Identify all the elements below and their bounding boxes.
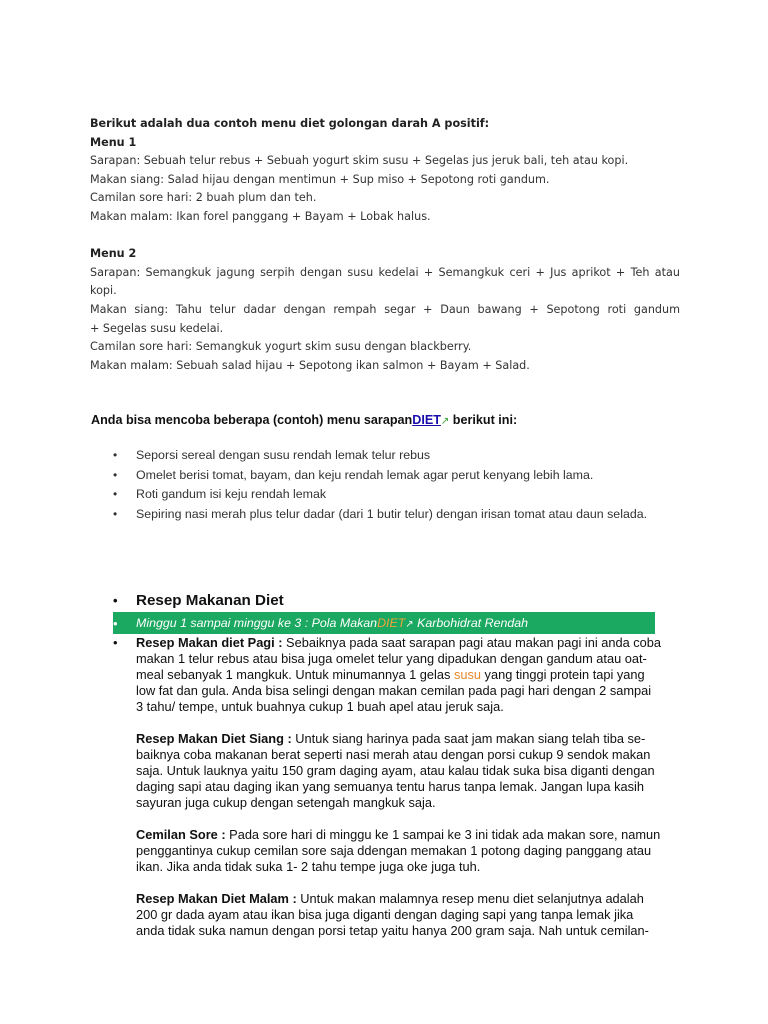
external-link-icon: ↗ — [440, 416, 450, 427]
menu1-line: Camilan sore hari: 2 buah plum dan teh. — [90, 191, 317, 205]
susu-link[interactable]: susu — [453, 667, 481, 682]
menu1-title: Menu 1 — [90, 135, 137, 149]
recipe-content — [113, 635, 683, 939]
bullet-icon: • — [113, 616, 118, 631]
breakfast-heading-text: Anda bisa mencoba beberapa (contoh) menu sarapan — [91, 413, 413, 427]
breakfast-heading — [91, 410, 691, 430]
menu2-title: Menu 2 — [90, 247, 137, 261]
menu2-sarapan-line1: Sarapan: Semangkuk jagung serpih dengan susu kedelai + Semangkuk ceri + Jus aprikot + Teh atau — [90, 265, 680, 279]
blood-type-menu-section — [90, 115, 680, 375]
green-banner-row — [113, 612, 683, 634]
list-item: • Omelet berisi tomat, bayam, dan keju rendah lemak agar perut kenyang lebih lama. — [113, 466, 713, 486]
bullet-icon: • — [113, 467, 118, 482]
intro-heading: Berikut adalah dua contoh menu diet golongan darah A positif: — [90, 117, 490, 130]
list-item: • Roti gandum isi keju rendah lemak — [113, 485, 713, 505]
dinner-recipe: Resep Makan Diet Malam : Untuk makan malamnya resep menu diet selanjutnya adalah 200 gr dada ayam atau ikan bisa juga diganti dengan daging sapi yang tanpa lemak jika anda tidak suka namun dengan porsi tetap yaitu hanya 200 gram saja. Nah untuk cemilan- — [136, 891, 649, 938]
external-link-icon: ↗ — [405, 619, 414, 630]
bullet-icon: • — [113, 487, 118, 502]
breakfast-recipe: Resep Makan diet Pagi : Sebaiknya pada saat sarapan pagi atau makan pagi ini anda coba makan 1 telur rebus atau bisa juga omelet telur yang dipadukan dengan gandum atau oat- meal sebanyak 1 mangkuk. Untuk minumannya 1 gelas susu yang tinggi protein tapi yang low fat dan gula. Anda bisa selingi dengan makan cemilan pada pagi hari dengan 2 sampai 3 tahu/ tempe, untuk buahnya cukup 1 buah apel atau jeruk saja. — [136, 635, 661, 714]
siang-label: Resep Makan Diet Siang : — [136, 731, 292, 746]
bullet-icon: • — [113, 593, 118, 608]
recipe-title: Resep Makanan Diet — [136, 592, 284, 609]
menu1-line: Makan malam: Ikan forel panggang + Bayam + Lobak halus. — [90, 209, 431, 223]
diet-link[interactable]: DIET — [412, 413, 441, 427]
menu1-line: Makan siang: Salad hijau dengan mentimun + Sup miso + Sepotong roti gandum. — [90, 172, 550, 186]
breakfast-section — [91, 410, 691, 430]
menu2-siang-line2: + Segelas susu kedelai. — [90, 321, 224, 335]
green-banner: Minggu 1 sampai minggu ke 3 : Pola MakanDIET↗ Karbohidrat Rendah — [113, 612, 655, 634]
pagi-label: Resep Makan diet Pagi : — [136, 635, 283, 650]
menu2-sarapan-line2: kopi. — [90, 284, 117, 298]
recipe-section — [113, 590, 683, 939]
sore-label: Cemilan Sore : — [136, 827, 226, 842]
breakfast-heading-suffix: berikut ini: — [449, 413, 518, 427]
bullet-icon: • — [113, 635, 118, 650]
bullet-icon: • — [113, 448, 118, 462]
lunch-recipe: Resep Makan Diet Siang : Untuk siang harinya pada saat jam makan siang telah tiba se- baiknya coba makanan berat seperti nasi merah atau dengan porsi cukup 9 sendok makan saja. Untuk lauknya yaitu 150 gram daging ayam, atau kalau tidak suka bisa diganti dengan daging sapi atau daging ikan yang semuanya tentu harus tanpa lemak. Jangan lupa kasih sayuran juga cukup dengan setengah mangkuk saja. — [136, 731, 655, 810]
menu1-line: Sarapan: Sebuah telur rebus + Sebuah yogurt skim susu + Segelas jus jeruk bali, teh atau kopi. — [90, 154, 629, 168]
malam-label: Resep Makan Diet Malam : — [136, 891, 297, 906]
list-item: • Sepiring nasi merah plus telur dadar (dari 1 butir telur) dengan irisan tomat atau daun selada. — [113, 505, 713, 525]
diet-link[interactable]: DIET — [377, 616, 406, 630]
list-item: • Seporsi sereal dengan susu rendah lemak telur rebus — [113, 446, 713, 466]
afternoon-snack: Cemilan Sore : Pada sore hari di minggu ke 1 sampai ke 3 ini tidak ada makan sore, namun penggantinya cukup cemilan sore saja ddengan memakan 1 potong daging panggang atau ikan. Jika anda tidak suka 1- 2 tahu tempe juga oke juga tuh. — [136, 827, 661, 874]
bullet-icon: • — [113, 506, 118, 521]
recipe-title-row — [113, 590, 683, 612]
breakfast-list — [113, 446, 713, 524]
menu2-malam-line: Makan malam: Sebuah salad hijau + Sepotong ikan salmon + Bayam + Salad. — [90, 358, 530, 372]
menu2-camilan-line: Camilan sore hari: Semangkuk yogurt skim susu dengan blackberry. — [90, 340, 472, 354]
menu2-siang-line1: Makan siang: Tahu telur dadar dengan rempah segar + Daun bawang + Sepotong roti gandum — [90, 302, 680, 316]
